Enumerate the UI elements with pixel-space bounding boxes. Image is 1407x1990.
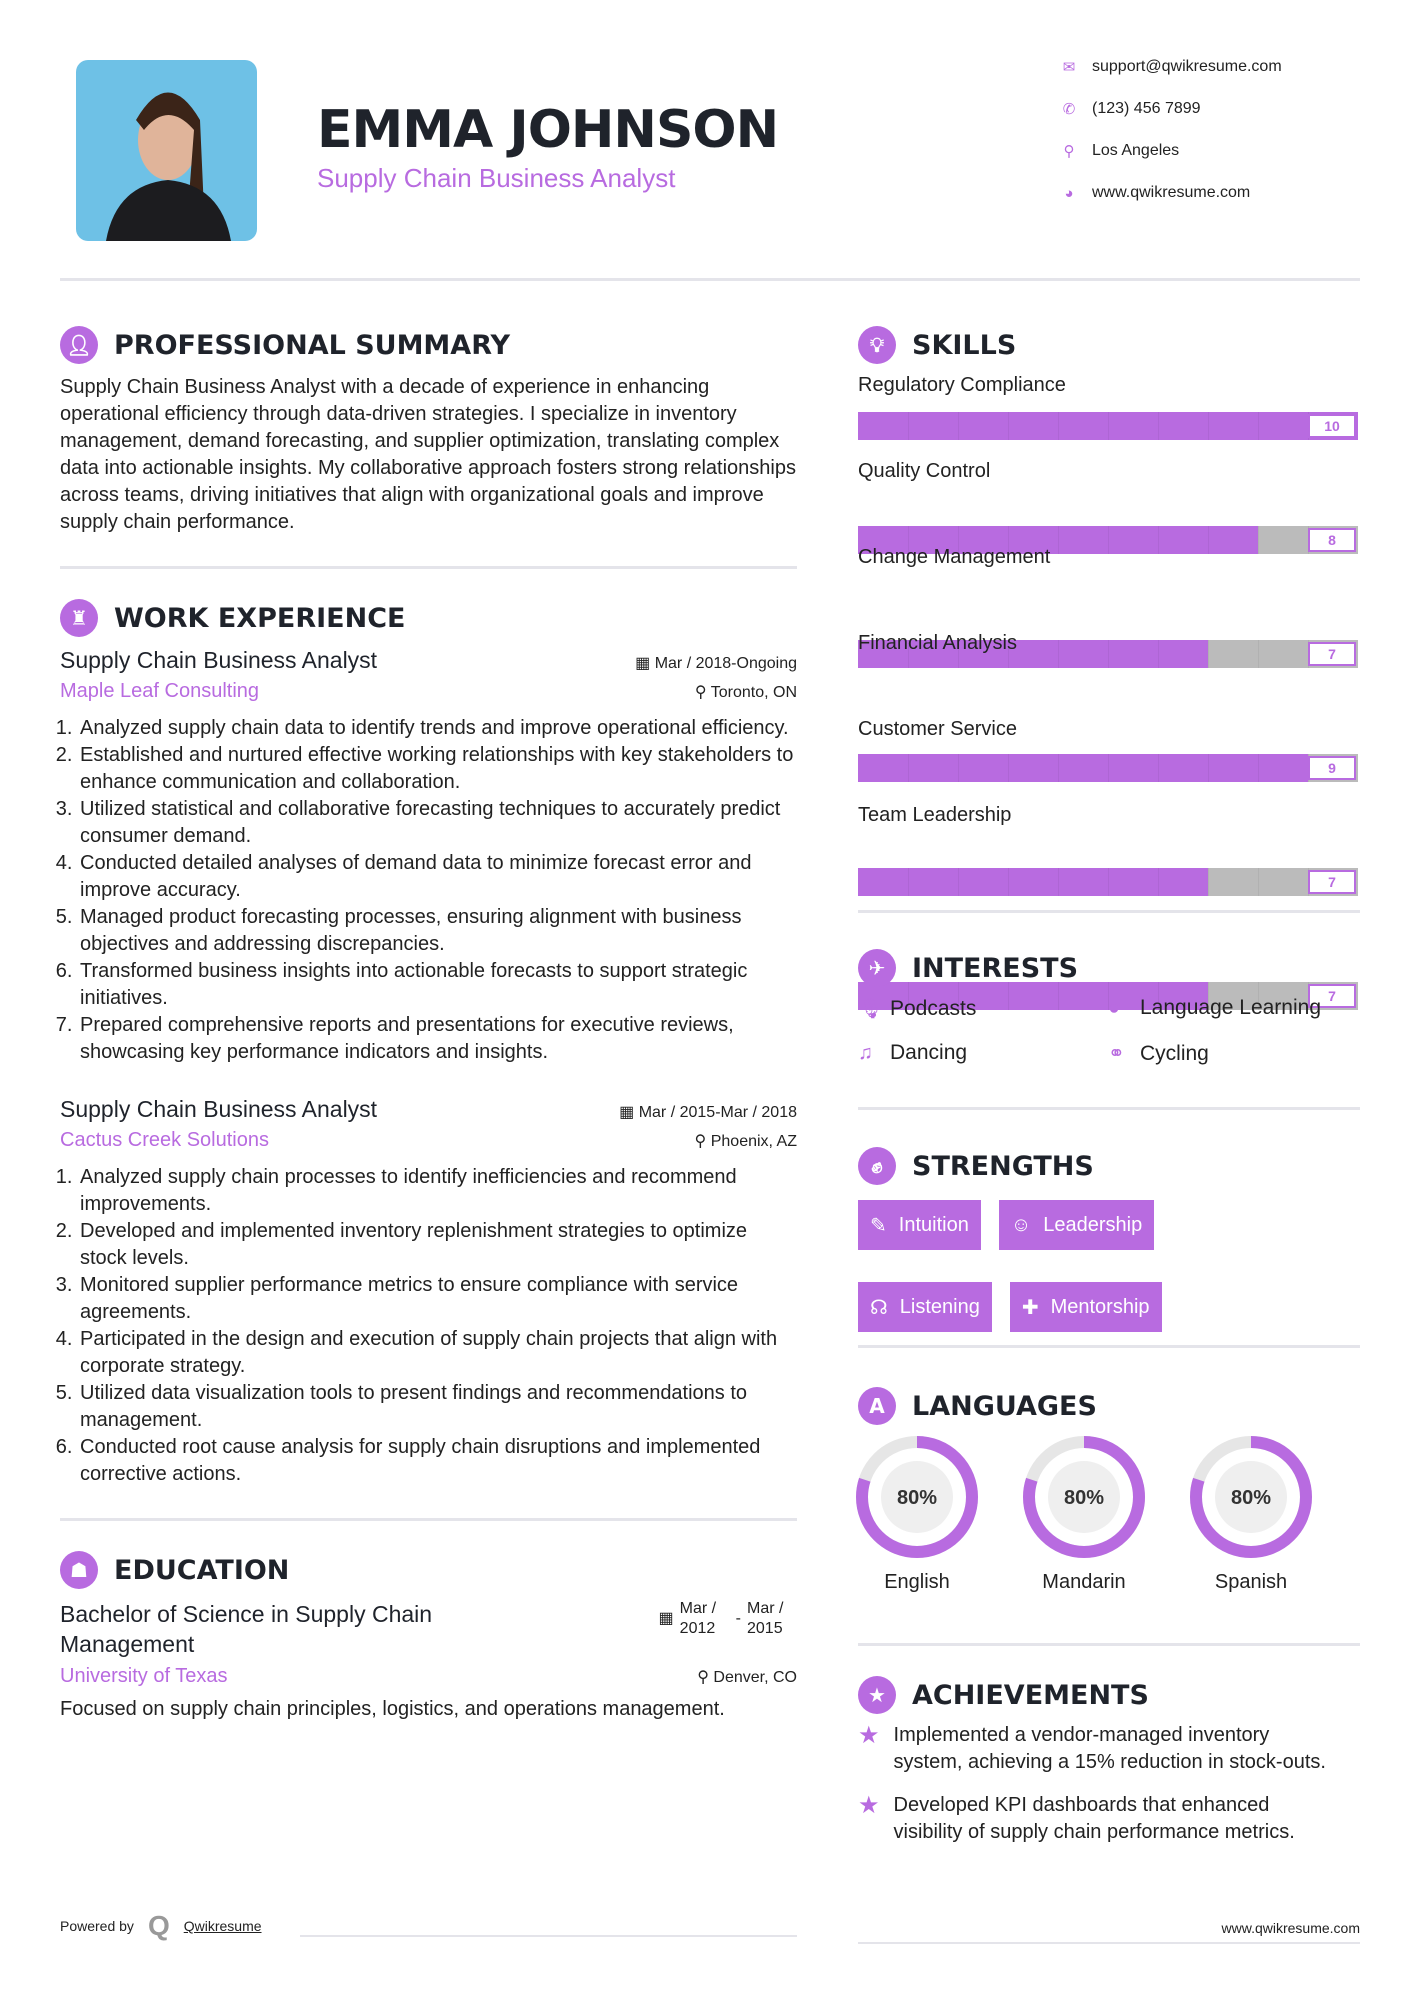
contact-item (1060, 184, 1250, 202)
powered-by-text: Powered by (60, 1918, 134, 1934)
skill-name: Team Leadership (858, 804, 1012, 826)
date-start: Mar / 2012 (679, 1600, 717, 1637)
list-item: 5. Managed product forecasting processes, ensuring alignment with business objectives and addressing discrepancies. (78, 904, 797, 958)
globe-icon: ◕ (1108, 996, 1121, 1019)
divider (858, 1643, 1360, 1646)
qwikresume-link[interactable]: Qwikresume (183, 1918, 262, 1934)
graduate-icon: ☗ (60, 1551, 98, 1589)
contact-text[interactable]: Los Angeles (1092, 142, 1180, 159)
job-title: Supply Chain Business Analyst (60, 1096, 378, 1122)
pin-icon: ⚲ (697, 1669, 714, 1686)
calendar-icon: ▦ (619, 1104, 639, 1121)
bicycle-icon: ⚭ (1108, 1043, 1125, 1065)
skill-bar (858, 754, 1358, 782)
language-percent: 80% (1230, 1487, 1272, 1509)
user-plus-icon: ✚ (1021, 1296, 1039, 1319)
divider (858, 1345, 1360, 1348)
envelope-icon: ✉ (1062, 59, 1076, 76)
list-item: 7. Prepared comprehensive reports and presentations for executive reviews, showcasing key performance indicators and insights. (78, 1012, 797, 1066)
contact-item (1060, 58, 1282, 76)
phone-icon: ✆ (1062, 101, 1076, 118)
user-icon: 👤︎ (60, 326, 98, 364)
skill-bar (858, 868, 1358, 896)
skill-level: 10 (1308, 414, 1356, 438)
skill-level: 8 (1308, 528, 1356, 552)
globe-icon: ◕ (1064, 184, 1074, 202)
list-item: 5. Utilized data visualization tools to present findings and recommendations to management. (78, 1380, 797, 1434)
education-dates (659, 1599, 797, 1639)
interest-label: Podcasts (890, 996, 977, 1020)
achievements-heading (858, 1676, 1149, 1714)
languages-heading-text: LANGUAGES (912, 1390, 1097, 1422)
left-column (60, 326, 797, 1723)
list-item: 4. Conducted detailed analyses of demand data to minimize forecast error and improve accuracy. (78, 850, 797, 904)
achievements-heading-text: ACHIEVEMENTS (912, 1679, 1149, 1711)
interest-label: Cycling (1140, 1041, 1209, 1065)
strength-label: Leadership (1043, 1213, 1143, 1236)
microphone-icon: 🎙 (858, 998, 884, 1020)
job-date (619, 1102, 797, 1122)
skill-bar-fill (858, 754, 1308, 782)
list-item: 1. Analyzed supply chain data to identify trends and improve operational efficiency. (78, 715, 797, 742)
list-item: 6. Conducted root cause analysis for supply chain disruptions and implemented corrective actions. (78, 1434, 797, 1488)
pin-icon: ⚲ (694, 684, 711, 701)
skill-level: 7 (1308, 870, 1356, 894)
location-text: Phoenix, AZ (710, 1133, 797, 1150)
language-percent: 80% (1063, 1487, 1105, 1509)
interest-label: Language Learning (1140, 996, 1322, 1019)
job-date (635, 653, 797, 673)
location-text: Denver, CO (713, 1669, 797, 1686)
list-item: 6. Transformed business insights into actionable forecasts to support strategic initiatives. (78, 958, 797, 1012)
fist-icon: ✊︎ (858, 1147, 896, 1185)
profile-photo (76, 60, 257, 241)
skill-name: Financial Analysis (858, 632, 1017, 654)
star-badge-icon: ★ (858, 1676, 896, 1714)
job-title: Supply Chain Business Analyst (60, 647, 378, 673)
star-icon: ★ (858, 1792, 880, 1819)
divider (60, 566, 797, 569)
list-item: 3. Monitored supplier performance metrics to ensure compliance with service agreements. (78, 1272, 797, 1326)
skill-level: 7 (1308, 642, 1356, 666)
list-item: 2. Established and nurtured effective working relationships with key stakeholders to enhance communication and collaboration. (78, 742, 797, 796)
education-heading-text: EDUCATION (114, 1554, 290, 1586)
location-pin-icon: ⚲ (1063, 143, 1075, 160)
interest-label: Dancing (890, 1041, 968, 1064)
chair-icon: ♜ (60, 599, 98, 637)
calendar-icon: ▦ (658, 1610, 674, 1627)
headphones-icon: ☊ (870, 1296, 888, 1319)
powered-by (60, 1910, 262, 1942)
skill-name: Quality Control (858, 460, 991, 482)
strength-label: Intuition (898, 1213, 969, 1236)
education-heading (60, 1551, 797, 1589)
skill-name: Change Management (858, 546, 1051, 568)
skill-level: 9 (1308, 756, 1356, 780)
job-location (695, 1131, 797, 1151)
job-location (695, 682, 797, 702)
music-note-icon: ♫ (858, 1041, 873, 1064)
divider (60, 1518, 797, 1521)
strength-label: Mentorship (1050, 1295, 1150, 1318)
strength-chip (1010, 1282, 1162, 1332)
interests-heading (858, 949, 1078, 987)
experience-heading-text: WORK EXPERIENCE (114, 602, 406, 634)
footer-line (858, 1942, 1360, 1944)
date-text: Mar / 2015-Mar / 2018 (638, 1104, 797, 1121)
summary-text: Supply Chain Business Analyst with a decade of experience in enhancing operational efficiency through data-driven strategies. I specialize in inventory management, demand forecasting, and supplier optimization, translating complex data into actionable insights. My collaborative approach fosters strong relationships across teams, driving initiatives that align with organizational goals and improve supply chain performance. (60, 376, 796, 533)
contact-item (1060, 142, 1179, 160)
school: University of Texas (60, 1665, 228, 1687)
interest-item (1108, 1041, 1209, 1066)
interest-item (1108, 996, 1321, 1020)
pin-icon: ⚲ (694, 1133, 711, 1150)
language-donut (1189, 1435, 1313, 1559)
location-text: Toronto, ON (710, 684, 797, 701)
qwikresume-logo-icon: Q (147, 1910, 170, 1941)
interest-item (858, 1041, 967, 1065)
candidate-name: EMMA JOHNSON (317, 100, 779, 160)
skill-name: Customer Service (858, 718, 1017, 740)
language-name: Spanish (1214, 1571, 1288, 1593)
skill-bar-fill (858, 868, 1208, 896)
skill-name: Regulatory Compliance (858, 374, 1066, 396)
skill-level: 7 (1308, 984, 1356, 1008)
list-item: 4. Participated in the design and execution of supply chain projects that align with corporate strategy. (78, 1326, 797, 1380)
summary-heading-text: PROFESSIONAL SUMMARY (114, 329, 511, 361)
summary-heading (60, 326, 797, 364)
paper-plane-icon: ✈ (858, 949, 896, 987)
language-donut (1022, 1435, 1146, 1559)
contact-text[interactable]: www.qwikresume.com (1092, 184, 1251, 201)
strengths-heading (858, 1147, 1094, 1185)
list-item: 1. Analyzed supply chain processes to identify inefficiencies and recommend improvements. (78, 1164, 797, 1218)
education-description: Focused on supply chain principles, logistics, and operations management. (60, 1698, 725, 1720)
strength-chip (999, 1200, 1154, 1250)
achievement-item (858, 1722, 1338, 1776)
users-icon: ☺ (1010, 1213, 1032, 1236)
magic-wand-icon: ✎ (870, 1214, 887, 1237)
skill-bar (858, 412, 1358, 440)
responsibilities-list (60, 1164, 797, 1488)
strength-chip (858, 1200, 981, 1250)
degree: Bachelor of Science in Supply Chain Management (60, 1601, 433, 1657)
translate-icon: A (858, 1387, 896, 1425)
company: Cactus Creek Solutions (60, 1129, 269, 1151)
website-link[interactable]: www.qwikresume.com (1221, 1920, 1360, 1936)
achievement-item (858, 1792, 1338, 1846)
header-divider (60, 278, 1360, 281)
contact-text[interactable]: (123) 456 7899 (1092, 100, 1201, 117)
skills-heading (858, 326, 1016, 364)
language-percent: 80% (896, 1487, 938, 1509)
divider (858, 910, 1360, 913)
date-end: Mar / 2015 (747, 1600, 784, 1637)
calendar-icon: ▦ (635, 655, 655, 672)
strength-chip (858, 1282, 992, 1332)
company: Maple Leaf Consulting (60, 680, 260, 702)
interests-heading-text: INTERESTS (912, 952, 1079, 984)
list-item: 3. Utilized statistical and collaborative forecasting techniques to accurately predict consumer demand. (78, 796, 797, 850)
achievement-text: Developed KPI dashboards that enhanced visibility of supply chain performance metrics. (893, 1794, 1295, 1843)
responsibilities-list (60, 715, 797, 1066)
candidate-title: Supply Chain Business Analyst (317, 163, 676, 193)
language-donut (855, 1435, 979, 1559)
achievement-text: Implemented a vendor-managed inventory system, achieving a 15% reduction in stock-outs. (893, 1724, 1326, 1773)
education-location (697, 1667, 797, 1687)
skills-heading-text: SKILLS (912, 329, 1017, 361)
date-text: Mar / 2018-Ongoing (654, 655, 797, 672)
languages-heading (858, 1387, 1097, 1425)
footer-line (300, 1935, 797, 1937)
lightbulb-icon: 💡︎ (858, 326, 896, 364)
date-separator: - (735, 1610, 741, 1627)
contact-text[interactable]: support@qwikresume.com (1092, 58, 1282, 75)
contact-item (1060, 100, 1201, 118)
experience-heading (60, 599, 797, 637)
divider (858, 1107, 1360, 1110)
star-icon: ★ (858, 1722, 880, 1749)
interest-item (858, 996, 976, 1021)
strength-label: Listening (899, 1295, 980, 1318)
list-item: 2. Developed and implemented inventory replenishment strategies to optimize stock levels. (78, 1218, 797, 1272)
language-name: English (884, 1571, 950, 1593)
strengths-heading-text: STRENGTHS (912, 1150, 1094, 1182)
language-name: Mandarin (1042, 1571, 1126, 1593)
